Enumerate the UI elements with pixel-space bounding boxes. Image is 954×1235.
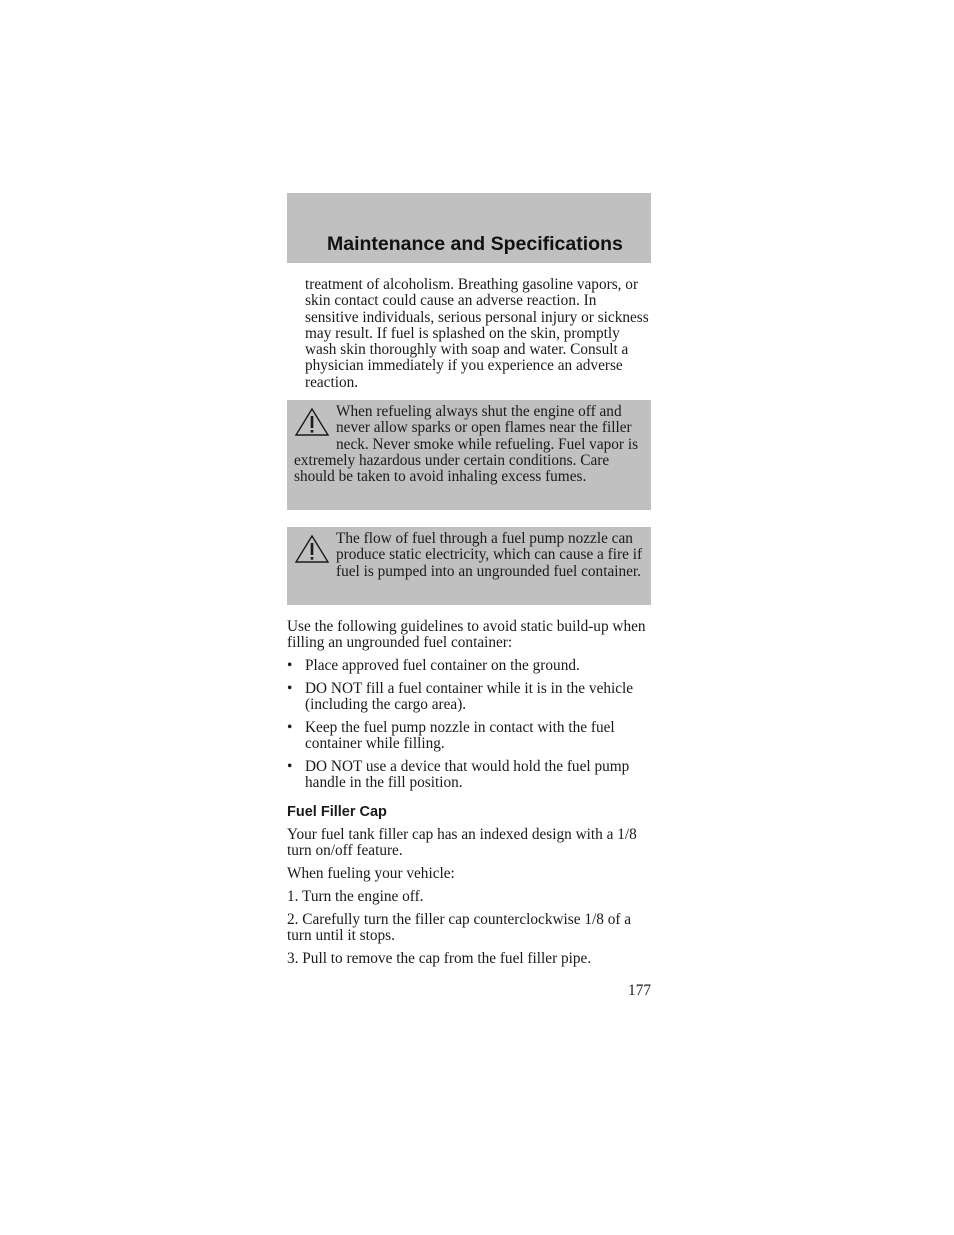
warning-triangle-icon xyxy=(294,407,330,437)
intro-paragraph: treatment of alcoholism. Breathing gasoline vapors, or skin contact could cause an adverse reaction. In sensitive individuals, serious personal injury or sickness may result. If fuel is splashed on the skin, promptly wash skin thoroughly with soap and water. Consult a physician immediately if you experience an adverse reaction. xyxy=(305,276,649,391)
warning-box-static xyxy=(287,527,651,605)
guidelines-lead: Use the following guidelines to avoid static build-up when filling an ungrounded fuel container: xyxy=(287,618,646,652)
bullet-icon: • xyxy=(287,758,293,776)
fuel-filler-cap-description: Your fuel tank filler cap has an indexed design with a 1/8 turn on/off feature. xyxy=(287,826,637,860)
step-item: 2. Carefully turn the filler cap counterclockwise 1/8 of a turn until it stops. xyxy=(287,910,632,944)
warning-triangle-icon xyxy=(294,534,330,564)
section-header xyxy=(287,193,651,263)
warning-box-refueling xyxy=(287,400,651,510)
bullet-icon: • xyxy=(287,679,293,697)
section-title: Maintenance and Specifications xyxy=(327,233,623,255)
page-number: 177 xyxy=(628,982,651,999)
fuel-filler-cap-section xyxy=(287,827,651,974)
bullet-icon: • xyxy=(287,718,293,736)
guidelines-section xyxy=(287,619,651,798)
guidelines-list xyxy=(287,658,651,792)
bullet-icon: • xyxy=(287,657,293,675)
warning-text-refueling: When refueling always shut the engine off and never allow sparks or open flames near the filler neck. Never smoke while refueling. Fuel vapor is extremely hazardous under certain conditions. Care should be taken to avoid inhaling excess fumes. xyxy=(294,403,639,486)
step-item: 1. Turn the engine off. xyxy=(287,887,424,905)
step-item: 3. Pull to remove the cap from the fuel filler pipe. xyxy=(287,949,592,967)
warning-text-static: The flow of fuel through a fuel pump nozzle can produce static electricity, which can cause a fire if fuel is pumped into an ungrounded fuel container. xyxy=(336,530,643,580)
list-item: • Place approved fuel container on the ground. xyxy=(287,657,580,675)
list-item: • DO NOT fill a fuel container while it is in the vehicle (including the cargo area). xyxy=(287,679,634,714)
fuel-filler-cap-heading: Fuel Filler Cap xyxy=(287,804,387,820)
list-item: • Keep the fuel pump nozzle in contact with the fuel container while filling. xyxy=(287,718,615,753)
fueling-lead: When fueling your vehicle: xyxy=(287,865,455,883)
list-item: • DO NOT use a device that would hold the fuel pump handle in the fill position. xyxy=(287,758,630,792)
